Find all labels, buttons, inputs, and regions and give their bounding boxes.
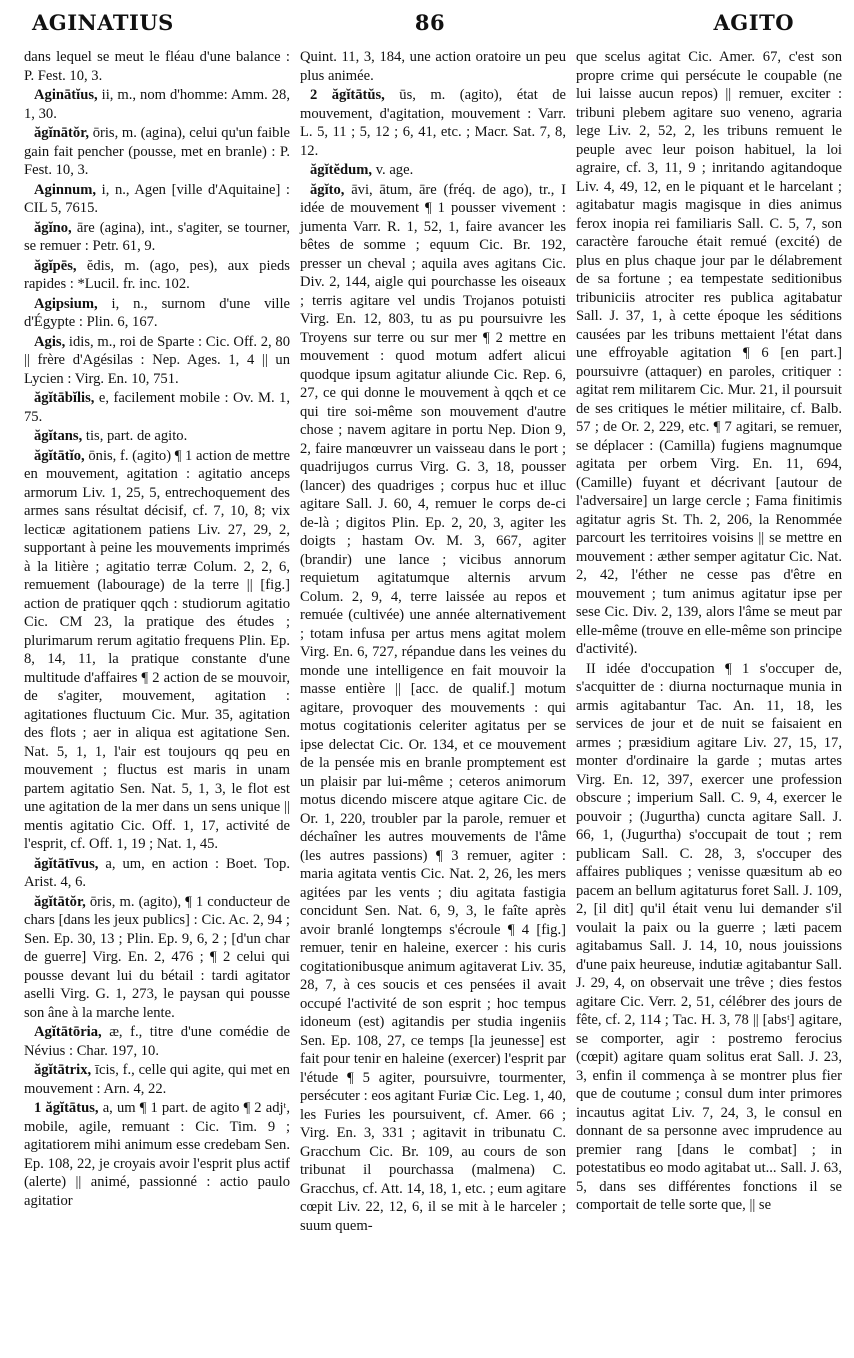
dictionary-entry	[300, 48, 566, 85]
entry-body: āre (agina), int., s'agiter, se tourner, se remuer : Petr. 61, 9.	[24, 219, 290, 254]
entry-body: īcis, f., celle qui agite, qui met en mouvement : Arn. 4, 22.	[24, 1062, 290, 1097]
dictionary-entry	[300, 86, 566, 160]
entry-body: āvi, ātum, āre (fréq. de ago), tr., I idée de mouvement ¶ 1 pousser vivement : jumenta Varr. R. 1, 52, 1, faire avancer les bêtes de somme ; equum Cic. Br. 192, presser un cheval ; aquila aves agitans Cic. Div. 2, 144, aigle qui pourchasse les oiseaux ; terris agitare vel undis Trojanos potuisti Virg. En. 12, 803, tu as pu poursuivre les Troyens sur terre ou sur mer ¶ 2 mettre en mouvement : quod motum adfert alicui quodque ipsum agitatur aliunde Cic. Rep. 6, 27, ce qui donne le mouvement à qqch et ce qui tire soi-même son mouvement d'autre chose ; navem agitare in portu Nep. Dion 9, 2, faire manœuvrer un vaisseau dans le port ; quadrijugos currus Virg. G. 3, 18, pousser (lancer) des quadriges ; corpus huc et illuc agitare Sall. J. 60, 4, remuer le corps de-ci de-là ; digitos Plin. Ep. 2, 20, 3, agiter les doigts ; hastam Ov. M. 3, 667, agiter (brandir) une lance ; vicibus annorum requietum agitatumque alternis arvum Colum. 2, 9, 4, terre laissée au repos et remuée (cultivée) une année alternativement ; totam infusa per artus mens agitat molem Virg. En. 6, 727, répandue dans les veines du monde une intelligence en fait mouvoir la masse entière || [acc. de qualif.] motum agitare, provoquer des mouvements : qui motus cogitationis celeriter agitatus per se ipse delectat Cic. Or. 134, et ce mouvement de la pensée mis en branle promptement est un plaisir par lui-même ; ceteros animorum motus dicendo miscere atque agitare Cic. de Or. 1, 220, troubler par la parole, remuer et déchaîner les autres mouvements de l'âme (les autres passions) ¶ 3 remuer, agiter : maria agitata ventis Cic. Nat. 2, 26, les mers agitées par les vents ; diu agitata fastigia concidunt Sen. Nat. 6, 9, 3, le faîte après avoir branlé longtemps s'écroule ¶ 4 [fig.] remuer, tenir en haleine, exercer : his curis cogitationibusque animum agitaverat Liv. 35, 28, 7, à ces soucis et ces pensées il avait occupé l'activité de son esprit ; hoc tempus idoneum (est) agitandis per studia ingeniis Sen. Ep. 108, 27, ce temps [la jeunesse] est fait pour tenir en haleine (exercer) l'esprit par l'étude ¶ 5 agiter, poursuivre, tourmenter, persécuter : eos agitant Furiæ Cic. Leg. 1, 40, les Furies les poursuivent, cf. Amer. 66 ; Virg. En. 3, 331 ; agitavit in tribunatu C. Gracchum Cic. Br. 109, au cours de son tribunat il pourchassa (malmena) C. Gracchus, cf. Att. 14, 18, 1, etc. ; eum agitare cœpit Liv. 22, 12, 6, il se mit à le harceler ; suum quem-	[300, 181, 566, 1234]
entry-body: ūs, m. (agito), état de mouvement, d'agitation, mouvement : Varr. L. 5, 11 ; 5, 12 ; 6, 41, etc. ; Macr. Sat. 7, 8, 12.	[300, 87, 567, 159]
page-number: 86	[414, 10, 446, 35]
entry-headword: ăgĭpēs,	[34, 257, 77, 274]
entry-headword: Agĭtātōria,	[34, 1024, 102, 1040]
entry-headword: ăgĭno,	[34, 219, 72, 236]
page-header	[26, 10, 834, 44]
entry-headword: 1 ăgĭtātus,	[34, 1100, 99, 1116]
entry-headword: Agis,	[34, 333, 66, 350]
column-right	[576, 48, 842, 1216]
entry-body: idis, m., roi de Sparte : Cic. Off. 2, 80 || frère d'Agésilas : Nep. Ages. 1, 4 || un Lycien : Virg. En. 10, 751.	[24, 333, 290, 387]
entry-body: i, n., surnom d'une ville d'Égypte : Plin. 6, 167.	[24, 295, 291, 330]
dictionary-entry	[24, 219, 290, 256]
running-head-right: AGITO	[713, 10, 794, 35]
dictionary-entry	[24, 1099, 290, 1210]
entry-headword: Aginātĭus,	[34, 87, 98, 103]
dictionary-entry	[24, 855, 290, 892]
column-middle	[300, 48, 566, 1236]
entry-headword: ăgĭtātĭo,	[34, 447, 85, 464]
dictionary-entry	[300, 181, 566, 1236]
entry-body: a, um ¶ 1 part. de agito ¶ 2 adjᵗ, mobile, agile, remuant : Cic. Tim. 9 ; agitatiorem mihi animum esse credebam Sen. Ep. 108, 22, je croyais avoir l'esprit plus actif (alerte) || animé, passionné : actio paulo agitatior	[24, 1100, 291, 1209]
entry-body: v. age.	[375, 162, 414, 178]
dictionary-entry	[24, 86, 290, 123]
entry-body: ōnis, f. (agito) ¶ 1 action de mettre en mouvement, agitation : agitatio anceps armorum Liv. 1, 25, 5, entrechoquement des armes sans résultat décisif, cf. 7, 10, 8; vix lecticæ agitationem patiens Liv. 27, 29, 2, supportant à peine les mouvements imprimés à la litière ; agitatio terræ Colum. 2, 2, 6, remuement (labourage) de la terre || [fig.] action de pratiquer qqch : studiorum agitatio Cic. CM 23, la pratique des études ; plurimarum rerum agitatio frequens Plin. Ep. 8, 14, 11, la pratique constante d'une multitude d'affaires ¶ 2 action de se mouvoir, de s'agiter, mouvement, agitation : agitationes fluctuum Cic. Mur. 35, agitation des flots ; aer in aliqua est agitatione Sen. Nat. 5, 1, 1, l'air est toujours qq peu en mouvement ; fluctus est maris in unam partem agitatio Sen. Nat. 5, 1, 3, le flot est une agitation de la mer dans un sens unique || mentis agitatio Cic. Off. 1, 17, activité de l'esprit, cf. Off. 1, 19 ; Nat. 1, 45.	[24, 447, 290, 852]
entry-body: ōris, m. (agito), ¶ 1 conducteur de chars [dans les jeux publics] : Cic. Ac. 2, 94 ; Sen. Ep. 30, 13 ; Plin. Ep. 9, 6, 2 ; [d'un char de guerre] Virg. En. 2, 476 ; ¶ 2 celui qui pousse devant lui du bétail : tardi agitator aselli Virg. G. 1, 273, le paysan qui pousse son âne à la marche lente.	[24, 893, 290, 1021]
entry-body: æ, f., titre d'une comédie de Névius : Char. 197, 10.	[24, 1024, 290, 1059]
dictionary-entry	[24, 893, 290, 1023]
entry-headword: 2 ăgĭtātŭs,	[310, 87, 385, 103]
entry-headword: Agipsium,	[34, 295, 98, 312]
dictionary-entry	[576, 48, 842, 659]
entry-headword: ăgĭtans,	[34, 428, 83, 444]
entry-headword: ăgĭto,	[310, 181, 345, 198]
running-head-left: AGINATIUS	[32, 10, 174, 35]
dictionary-entry	[300, 161, 566, 180]
column-left	[24, 48, 290, 1211]
entry-headword: ăgĭtātrix,	[34, 1062, 92, 1078]
dictionary-entry	[24, 333, 290, 389]
entry-headword: ăgĭtātīvus,	[34, 855, 99, 872]
entry-headword: ăgĭtātŏr,	[34, 893, 86, 910]
dictionary-entry	[24, 447, 290, 854]
dictionary-entry	[576, 660, 842, 1215]
dictionary-entry	[24, 427, 290, 446]
entry-headword: ăgĭtĕdum,	[310, 162, 373, 178]
dictionary-entry	[24, 48, 290, 85]
entry-body: ōris, m. (agina), celui qu'un faible gain fait pencher (pousse, met en branle) : P. Fest. 10, 3.	[24, 125, 290, 178]
entry-body: que scelus agitat Cic. Amer. 67, c'est son propre crime qui persécute le coupable (ne lui laisse aucun repos) || remuer, exciter : tribuni plebem agitare suo veneno, agraria lege Liv. 2, 52, 2, les tribuns remuent le peuple avec leur poison habituel, la loi agraire, cf. 3, 11, 9 ; inritando agitandoque Liv. 4, 49, 12, en le piquant et le harcelant ; agitabatur magis magisque in dies animus ferox inopia rei familiaris Sall. C. 5, 7, son caractère farouche était remué (excité) de plus en plus chaque jour par le délabrement de sa fortune ; ea tempestate seditionibus tribuniciis atrociter res publica agitabatur Sall. J. 37, 1, à cette époque les séditions causées par les tribuns mettaient l'état dans une effroyable agitation ¶ 6 [en part.] poursuivre (attaquer) en paroles, critiquer : agitat rem militarem Cic. Mur. 21, il poursuit de ses critiques le métier militaire, cf. Balb. 57 ; de Or. 2, 229, etc. ¶ 7 agitari, se remuer, se déplacer : (Camilla) fugiens magnumque agitata per orbem Virg. En. 11, 694, (Camille) fuyant et décrivant [autour de l'adversaire] un large cercle ; Fama finitimis agitatur agris St. Th. 2, 206, la Renommée parcourt les territoires voisins || se mettre en mouvement : æther semper agitatur Cic. Nat. 2, 42, l'éther ne cesse pas d'être en mouvement ; tum animus agitatur ipse per sese Cic. Div. 2, 139, alors l'âme se meut par elle-même (trouve en elle-même son principe d'activité).	[576, 49, 842, 657]
entry-body: ĕdis, m. (ago, pes), aux pieds rapides : *Lucil. fr. inc. 102.	[24, 257, 290, 292]
dictionary-entry	[24, 257, 290, 294]
entry-headword: Aginnum,	[34, 181, 97, 198]
dictionary-entry	[24, 389, 290, 426]
dictionary-entry	[24, 124, 290, 180]
dictionary-entry	[24, 1061, 290, 1098]
entry-body: a, um, en action : Boet. Top. Arist. 4, 6.	[24, 855, 290, 890]
entry-headword: ăgĭnātŏr,	[34, 125, 90, 141]
entry-headword: ăgĭtābĭlis,	[34, 390, 95, 406]
entry-body: ii, m., nom d'homme: Amm. 28, 1, 30.	[24, 87, 290, 122]
entry-body: tis, part. de agito.	[85, 428, 188, 444]
dictionary-entry	[24, 295, 290, 332]
entry-body: II idée d'occupation ¶ 1 s'occuper de, s'acquitter de : diurna nocturnaque munia in armis agitabantur Tac. An. 11, 18, les services de jour et de nuit se faisaient en armes ; præsidium agitare Liv. 27, 15, 17, monter d'ordinaire la garde ; mutas artes Virg. En. 12, 397, exercer une profession obscure ; imperium Sall. C. 9, 4, exercer le pouvoir ; (Jugurtha) cuncta agitare Sall. J. 66, 1, (Jugurtha) s'occupait de tout ; rem publicam Sall. C. 28, 3, s'occuper des affaires publiques ; venisse quæsitum ab eo pacem an bellum agitaturus foret Sall. J. 109, 2, [il dit] qu'il était venu lui demander s'il voulait la paix ou la guerre ; læti pacem agitabamus Sall. J. 14, 10, nous jouissions d'une paix heureuse, indutiæ agitabantur Sall. J. 29, 4, on observait une trêve ; dies festos agitare Cic. Verr. 2, 51, célébrer des jours de fête, cf. 2, 114 ; Tac. H. 3, 78 || [absᵗ] agitare, se comporter, agir : postremo ferocius (cœpit) agitare quam solitus erat Sall. J. 23, 3, enfin il commença à se montrer plus fier que de coutume ; consul dum inter primores incautus agitat Liv. 7, 24, 3, le consul en donnant de sa personne avec imprudence au premier rang [dans le combat] ; in potestatibus eo modo agitabat ut... Sall. J. 63, 5, dans ses différentes fonctions il se comportait de telle sorte que, || se	[576, 660, 842, 1213]
dictionary-entry	[24, 1023, 290, 1060]
entry-body: e, facilement mobile : Ov. M. 1, 75.	[24, 390, 290, 425]
entry-body: i, n., Agen [ville d'Aquitaine] : CIL 5, 7615.	[24, 181, 290, 216]
entry-body: dans lequel se meut le fléau d'une balance : P. Fest. 10, 3.	[24, 49, 290, 84]
dictionary-entry	[24, 181, 290, 218]
entry-body: Quint. 11, 3, 184, une action oratoire un peu plus animée.	[300, 49, 566, 84]
